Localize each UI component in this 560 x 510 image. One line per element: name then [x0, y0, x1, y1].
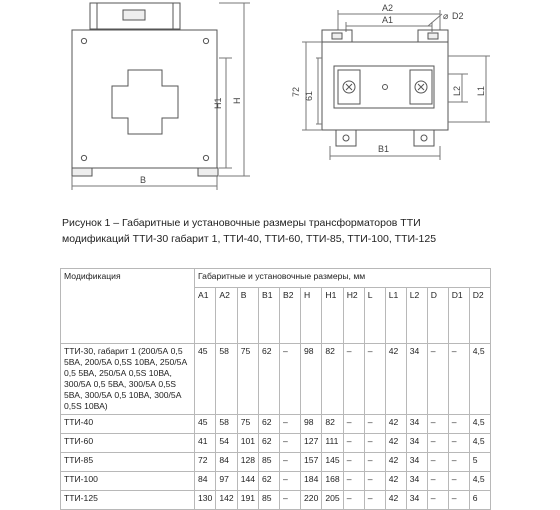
table-cell: 62: [259, 415, 280, 434]
table-cell: 111: [322, 434, 343, 453]
table-cell: 98: [301, 415, 322, 434]
table-cell: 4,5: [469, 434, 490, 453]
column-header: B2: [280, 288, 301, 344]
table-cell: 5: [469, 453, 490, 472]
table-cell: 58: [216, 415, 237, 434]
table-cell: –: [364, 453, 385, 472]
table-cell: 42: [385, 415, 406, 434]
row-modification: ТТИ-100: [61, 472, 195, 491]
table-cell: 4,5: [469, 472, 490, 491]
table-cell: –: [280, 415, 301, 434]
column-header: H2: [343, 288, 364, 344]
column-header: H1: [322, 288, 343, 344]
table-cell: 130: [195, 491, 216, 510]
table-cell: –: [427, 472, 448, 491]
table-cell: –: [280, 472, 301, 491]
table-row: [61, 453, 491, 472]
table-cell: 34: [406, 453, 427, 472]
row-modification: ТТИ-60: [61, 434, 195, 453]
row-modification: ТТИ-30, габарит 1 (200/5А 0,5 5ВА, 200/5А 0,5S 10ВА, 250/5А 0,5 5ВА, 250/5А 0,5S 10ВА, 300/5А 0,5 5ВА, 300/5А 0,5S 5ВА, 300/5А 0,5 10ВА, 300/5А 0,5S 10ВА): [61, 344, 195, 415]
table-cell: 42: [385, 453, 406, 472]
label-b1: B1: [378, 144, 390, 154]
table-cell: 34: [406, 491, 427, 510]
table-cell: 75: [237, 344, 258, 415]
table-cell: –: [427, 415, 448, 434]
caption-line-2: модификаций ТТИ-30 габарит 1, ТТИ-40, ТТИ-60, ТТИ-85, ТТИ-100, ТТИ-125: [62, 233, 437, 245]
table-cell: 145: [322, 453, 343, 472]
table-cell: 85: [259, 491, 280, 510]
row-modification: ТТИ-85: [61, 453, 195, 472]
table-cell: –: [280, 344, 301, 415]
table-cell: 62: [259, 344, 280, 415]
column-header: D2: [469, 288, 490, 344]
table-cell: 42: [385, 344, 406, 415]
table-row: [61, 344, 491, 415]
table-cell: 45: [195, 344, 216, 415]
table-row: [61, 491, 491, 510]
table-cell: 75: [237, 415, 258, 434]
table-cell: –: [364, 434, 385, 453]
caption-line-1: Рисунок 1 – Габаритные и установочные размеры трансформаторов ТТИ: [62, 217, 421, 229]
column-header: B: [237, 288, 258, 344]
table-cell: –: [343, 434, 364, 453]
table-cell: –: [448, 344, 469, 415]
technical-drawing: [0, 0, 560, 200]
table-cell: 4,5: [469, 344, 490, 415]
table-cell: –: [280, 453, 301, 472]
table-cell: –: [448, 491, 469, 510]
table-cell: 184: [301, 472, 322, 491]
table-cell: 72: [195, 453, 216, 472]
table-cell: 34: [406, 472, 427, 491]
table-cell: 168: [322, 472, 343, 491]
table-cell: 54: [216, 434, 237, 453]
row-modification: ТТИ-125: [61, 491, 195, 510]
row-modification: ТТИ-40: [61, 415, 195, 434]
table-cell: –: [364, 415, 385, 434]
table-cell: –: [280, 434, 301, 453]
figure-caption: [62, 215, 522, 247]
table-cell: –: [427, 491, 448, 510]
front-window: [112, 70, 178, 134]
table-cell: –: [343, 344, 364, 415]
table-cell: –: [343, 415, 364, 434]
table-cell: 34: [406, 415, 427, 434]
table-cell: –: [448, 453, 469, 472]
table-cell: 58: [216, 344, 237, 415]
column-header: L1: [385, 288, 406, 344]
table-cell: –: [280, 491, 301, 510]
column-header: D1: [448, 288, 469, 344]
table-cell: 42: [385, 491, 406, 510]
header-modification: Модификация: [61, 269, 195, 344]
table-cell: –: [427, 344, 448, 415]
table-cell: 84: [195, 472, 216, 491]
table-cell: 191: [237, 491, 258, 510]
label-72: 72: [291, 86, 301, 97]
front-body: [72, 30, 217, 168]
table-cell: 205: [322, 491, 343, 510]
column-header: A2: [216, 288, 237, 344]
table-cell: 41: [195, 434, 216, 453]
table-cell: –: [427, 434, 448, 453]
table-cell: 62: [259, 472, 280, 491]
table-cell: 220: [301, 491, 322, 510]
table-cell: 4,5: [469, 415, 490, 434]
label-a2: A2: [382, 3, 394, 13]
column-header: B1: [259, 288, 280, 344]
table-cell: 42: [385, 472, 406, 491]
table-cell: –: [364, 472, 385, 491]
table-cell: –: [343, 472, 364, 491]
column-header: L: [364, 288, 385, 344]
table-cell: 98: [301, 344, 322, 415]
table-cell: 128: [237, 453, 258, 472]
table-cell: 42: [385, 434, 406, 453]
table-cell: –: [364, 344, 385, 415]
table-cell: 45: [195, 415, 216, 434]
table-cell: 142: [216, 491, 237, 510]
table-cell: –: [448, 472, 469, 491]
table-cell: 84: [216, 453, 237, 472]
table-cell: –: [448, 434, 469, 453]
table-cell: 127: [301, 434, 322, 453]
table-row: [61, 472, 491, 491]
header-dimensions: Габаритные и установочные размеры, мм: [195, 269, 491, 288]
dimensions-table: [60, 268, 491, 510]
column-header: A1: [195, 288, 216, 344]
column-header: D: [427, 288, 448, 344]
table-cell: 97: [216, 472, 237, 491]
label-d2: D2: [452, 11, 464, 21]
table-row: [61, 434, 491, 453]
table-cell: –: [364, 491, 385, 510]
table-cell: 85: [259, 453, 280, 472]
table-cell: 157: [301, 453, 322, 472]
table-cell: 144: [237, 472, 258, 491]
diameter-symbol-icon: ⌀: [443, 11, 449, 21]
label-l2: L2: [452, 85, 462, 96]
table-cell: 34: [406, 344, 427, 415]
label-h1: H1: [213, 97, 223, 109]
column-header: H: [301, 288, 322, 344]
label-b: B: [140, 175, 147, 185]
label-61: 61: [304, 90, 314, 101]
table-cell: 82: [322, 415, 343, 434]
table-cell: –: [343, 491, 364, 510]
table-cell: 6: [469, 491, 490, 510]
table-cell: –: [343, 453, 364, 472]
table-cell: 62: [259, 434, 280, 453]
table-cell: 82: [322, 344, 343, 415]
table-cell: 34: [406, 434, 427, 453]
label-a1: A1: [382, 15, 394, 25]
table-cell: –: [448, 415, 469, 434]
table-cell: 101: [237, 434, 258, 453]
label-l1: L1: [476, 85, 486, 96]
label-h: H: [232, 97, 242, 104]
table-cell: –: [427, 453, 448, 472]
side-body: [322, 42, 448, 130]
table-row: [61, 415, 491, 434]
column-header: L2: [406, 288, 427, 344]
